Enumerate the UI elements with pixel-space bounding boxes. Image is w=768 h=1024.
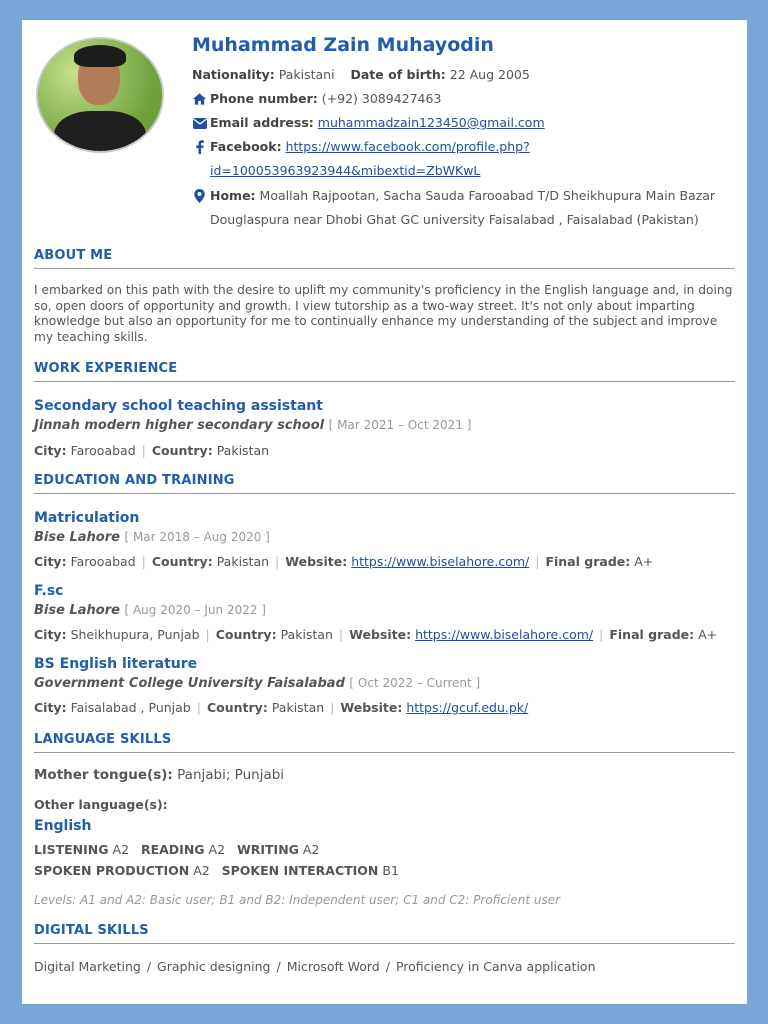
job-employer: Jinnah modern higher secondary school [ Mar 2021 – Oct 2021 ] [34,418,472,433]
edu-degree: Matriculation [34,510,140,526]
edu-degree: BS English literature [34,656,198,672]
website-link[interactable]: https://www.biselahore.com/ [415,627,594,642]
nationality-dob-line: Nationality: Pakistani Date of birth: 22 Aug 2005 [192,67,530,82]
language-levels-row-1: LISTENING A2 READING A2 WRITING A2 [34,842,320,857]
language-heading: LANGUAGE SKILLS [34,732,735,753]
edu-institution: Bise Lahore [ Mar 2018 – Aug 2020 ] [34,530,270,545]
about-heading: ABOUT ME [34,248,735,269]
facebook-icon [192,140,207,154]
email-line: Email address: muhammadzain123450@gmail.com [210,115,545,130]
digital-skills-list: Digital Marketing / Graphic designing / Microsoft Word / Proficiency in Canva application [34,959,596,974]
edu-institution: Government College University Faisalabad [ Oct 2022 – Current ] [34,676,481,691]
mother-tongue: Mother tongue(s): Panjabi; Punjabi [34,767,285,783]
job-position: Secondary school teaching assistant [34,398,323,414]
website-link[interactable]: https://www.biselahore.com/ [351,554,530,569]
about-text: I embarked on this path with the desire to uplift my community's proficiency in the English language and, in doing so, open doors of opportunity and growth. I view tutorship as a two-way street. It's not only about imparting knowledge but also an opportunity for me to continually enhance my understanding of the subject and improve my teaching skills. [34,283,733,344]
education-heading: EDUCATION AND TRAINING [34,473,735,494]
location-pin-icon [192,189,207,203]
facebook-line-2 [210,163,480,178]
profile-photo [36,37,164,153]
language-name: English [34,818,92,834]
home-line: Home: Moallah Rajpootan, Sacha Sauda Farooabad T/D Sheikhupura Main Bazar [210,188,716,203]
cv-page [22,20,747,1004]
edu-degree: F.sc [34,583,64,599]
envelope-icon [192,116,207,130]
facebook-line: Facebook: https://www.facebook.com/profile.php? [210,139,530,154]
email-link[interactable]: muhammadzain123450@gmail.com [317,115,545,130]
work-heading: WORK EXPERIENCE [34,361,735,382]
edu-meta: City: Farooabad | Country: Pakistan | Website: https://www.biselahore.com/ | Final grade: A+ [34,554,654,569]
edu-meta: City: Faisalabad , Punjab | Country: Pakistan | Website: https://gcuf.edu.pk/ [34,700,529,715]
website-link[interactable]: https://gcuf.edu.pk/ [406,700,529,715]
phone-line: Phone number: (+92) 3089427463 [210,91,442,106]
other-languages-label: Other language(s): [34,797,168,812]
levels-note: Levels: A1 and A2: Basic user; B1 and B2: Independent user; C1 and C2: Proficient user [34,893,561,907]
home-icon [192,92,207,106]
digital-heading: DIGITAL SKILLS [34,923,735,944]
language-levels-row-2: SPOKEN PRODUCTION A2 SPOKEN INTERACTION B1 [34,863,399,878]
edu-institution: Bise Lahore [ Aug 2020 – Jun 2022 ] [34,603,266,618]
facebook-link-2[interactable]: id=100053963923944&mibextid=ZbWKwL [210,163,481,178]
edu-meta: City: Sheikhupura, Punjab | Country: Pakistan | Website: https://www.biselahore.com/ | Final grade: A+ [34,627,718,642]
facebook-link-1[interactable]: https://www.facebook.com/profile.php? [285,139,530,154]
job-meta: City: Farooabad | Country: Pakistan [34,443,270,458]
home-line-2: Douglaspura near Dhobi Ghat GC university Faisalabad , Faisalabad (Pakistan) [210,212,699,227]
person-name: Muhammad Zain Muhayodin [192,34,494,56]
